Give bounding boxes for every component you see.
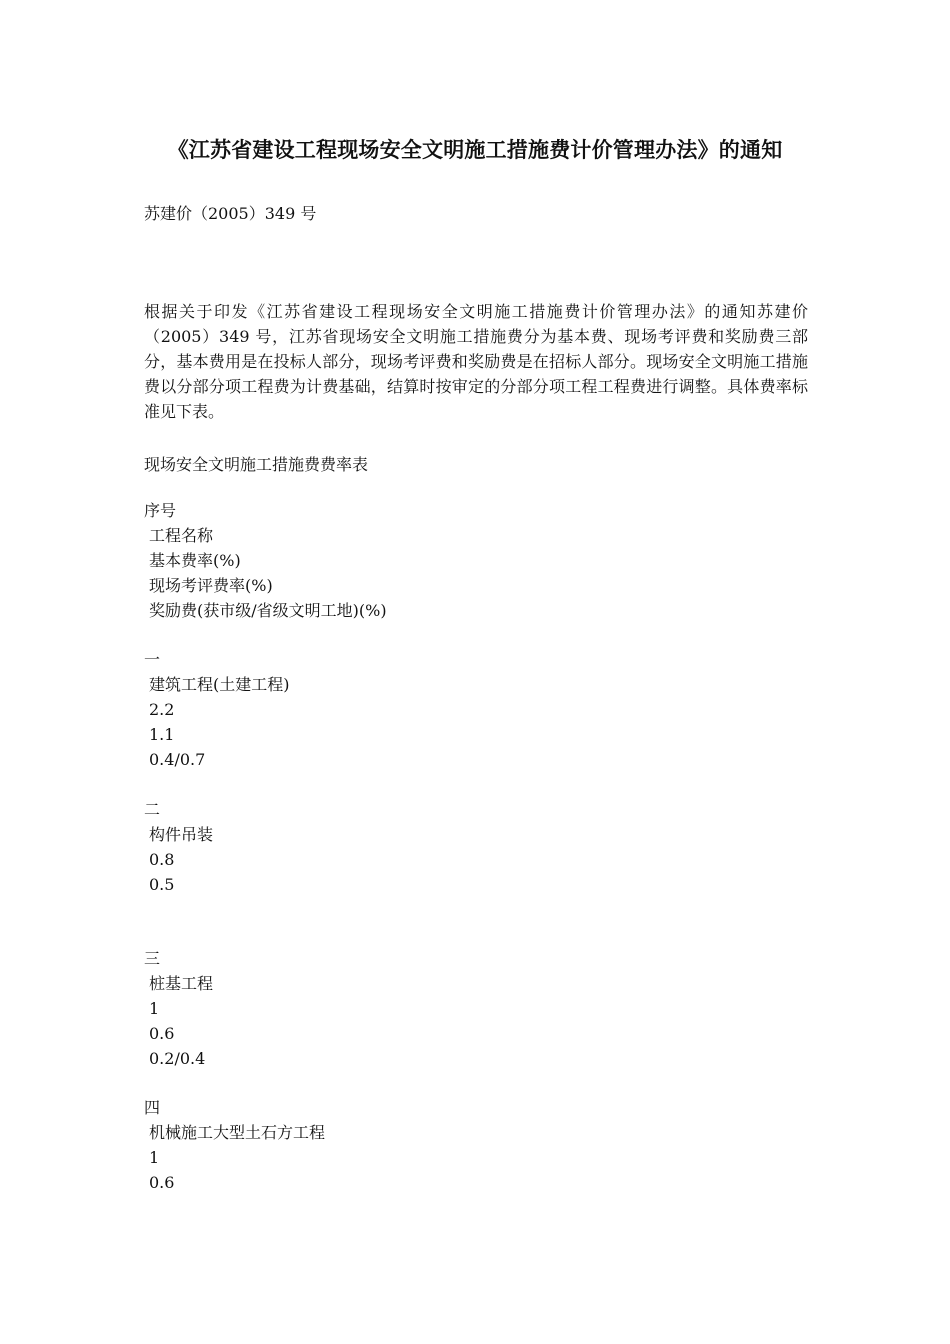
row-cell-basic-rate: 0.8 [149,850,175,869]
row-cell-seq: 二 [144,800,161,819]
header-cell-seq: 序号 [144,501,177,520]
table-row [144,647,808,772]
table-caption: 现场安全文明施工措施费费率表 [144,455,369,474]
table-row [144,797,808,922]
table-row [144,1095,808,1195]
row-cell-onsite-rate: 0.6 [149,1173,175,1192]
row-cell-name: 建筑工程(土建工程) [149,675,290,694]
row-cell-award [144,897,808,922]
body-paragraph: 根据关于印发《江苏省建设工程现场安全文明施工措施费计价管理办法》的通知苏建价（2005）349 号，江苏省现场安全文明施工措施费分为基本费、现场考评费和奖励费三部分，基本费用是在投标人部分，现场考评费和奖励费是在招标人部分。现场安全文明施工措施费以分部分项工程费为计费基础，结算时按审定的分部分项工程工程费进行调整。具体费率标准见下表。 [144,302,808,421]
row-cell-basic-rate: 1 [149,1148,160,1167]
header-cell-name: 工程名称 [149,526,214,545]
row-cell-seq: 四 [144,1098,161,1117]
table-row [144,946,808,1071]
row-cell-onsite-rate: 0.6 [149,1024,175,1043]
header-cell-onsite-rate: 现场考评费率(%) [149,576,273,595]
row-cell-name: 构件吊装 [149,825,214,844]
header-cell-basic-rate: 基本费率(%) [149,551,241,570]
row-cell-onsite-rate: 0.5 [149,875,175,894]
row-cell-award: 0.4/0.7 [149,750,206,769]
header-cell-award: 奖励费(获市级/省级文明工地)(%) [149,601,387,620]
document-title: 《江苏省建设工程现场安全文明施工措施费计价管理办法》的通知 [167,137,783,162]
row-cell-basic-rate: 2.2 [149,700,175,719]
document-number: 苏建价（2005）349 号 [144,204,317,223]
row-cell-onsite-rate: 1.1 [149,725,175,744]
row-cell-award: 0.2/0.4 [149,1049,206,1068]
table-header-group [144,498,808,623]
row-cell-name: 桩基工程 [149,974,214,993]
row-cell-basic-rate: 1 [149,999,160,1018]
row-cell-seq: 三 [144,949,161,968]
row-cell-name: 机械施工大型土石方工程 [149,1123,326,1142]
row-cell-seq: 一 [144,650,161,669]
